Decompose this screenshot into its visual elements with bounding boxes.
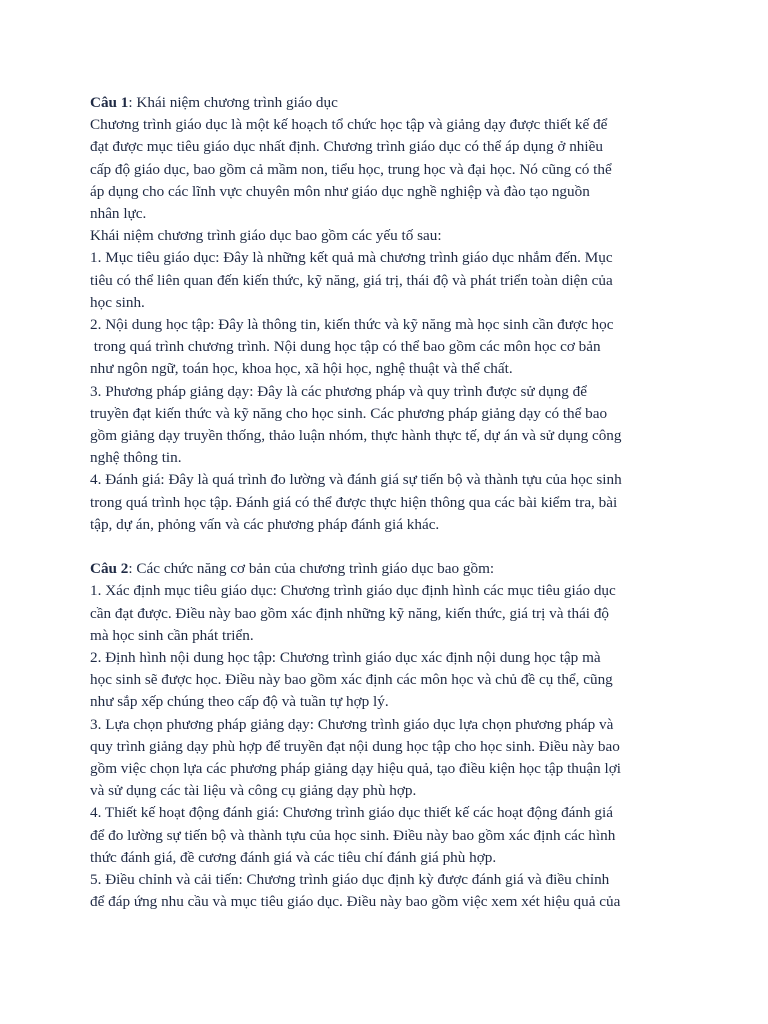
section1-heading [90, 92, 700, 114]
text-line: như sắp xếp chúng theo cấp độ và tuần tự hợp lý. [90, 693, 389, 711]
text-line: như ngôn ngữ, toán học, khoa học, xã hội học, nghệ thuật và thể chất. [90, 360, 513, 378]
section2-label: Câu 2 [90, 560, 129, 578]
section1-label: Câu 1 [90, 94, 129, 111]
text-line: cần đạt được. Điều này bao gồm xác định những kỹ năng, kiến thức, giá trị và thái độ [90, 604, 610, 622]
text-line: nghệ thông tin. [90, 449, 182, 467]
text-line: 3. Lựa chọn phương pháp giảng dạy: Chương trình giáo dục lựa chọn phương pháp và [90, 715, 614, 733]
text-line: đạt được mục tiêu giáo dục nhất định. Chương trình giáo dục có thể áp dụng ở nhiều [90, 138, 603, 156]
text-line: áp dụng cho các lĩnh vực chuyên môn như giáo dục nghề nghiệp và đào tạo nguồn [90, 182, 590, 200]
text-line: 1. Mục tiêu giáo dục: Đây là những kết quả mà chương trình giáo dục nhắm đến. Mục [90, 249, 613, 267]
section2-heading [90, 558, 700, 580]
section1-title: : Khái niệm chương trình giáo dục [128, 94, 338, 111]
text-line: và sử dụng các tài liệu và công cụ giảng dạy phù hợp. [90, 782, 417, 800]
text-line: thức đánh giá, đề cương đánh giá và các tiêu chí đánh giá phù hợp. [90, 848, 497, 866]
text-line: nhân lực. [90, 205, 147, 223]
section2-body [90, 580, 700, 913]
text-line: để đo lường sự tiến bộ và thành tựu của học sinh. Điều này bao gồm xác định các hình [90, 826, 616, 844]
section-spacer [90, 536, 700, 558]
text-line: mà học sinh cần phát triển. [90, 626, 254, 644]
text-line: trong quá trình chương trình. Nội dung học tập có thể bao gồm các môn học cơ bản [90, 338, 601, 356]
section2-title: : Các chức năng cơ bản của chương trình giáo dục bao gồm: [128, 560, 495, 578]
text-line: truyền đạt kiến thức và kỹ năng cho học sinh. Các phương pháp giảng dạy có thể bao [90, 404, 608, 422]
text-line: 3. Phương pháp giảng dạy: Đây là các phương pháp và quy trình được sử dụng để [90, 382, 587, 400]
text-line: cấp độ giáo dục, bao gồm cả mầm non, tiểu học, trung học và đại học. Nó cũng có thể [90, 160, 612, 178]
text-line: 4. Đánh giá: Đây là quá trình đo lường và đánh giá sự tiến bộ và thành tựu của học sinh [90, 471, 622, 489]
text-line: gồm giảng dạy truyền thống, thảo luận nhóm, thực hành thực tế, dự án và sử dụng công [90, 427, 622, 445]
text-line: trong quá trình học tập. Đánh giá có thể được thực hiện thông qua các bài kiểm tra, bài [90, 493, 618, 511]
text-line: gồm việc chọn lựa các phương pháp giảng dạy hiệu quả, tạo điều kiện học tập thuận lợi [90, 760, 622, 778]
text-line: Chương trình giáo dục là một kế hoạch tổ chức học tập và giảng dạy được thiết kế để [90, 116, 608, 134]
text-line: tiêu có thể liên quan đến kiến thức, kỹ năng, giá trị, thái độ và phát triển toàn diện của [90, 271, 613, 289]
text-line: 2. Nội dung học tập: Đây là thông tin, kiến thức và kỹ năng mà học sinh cần được học [90, 316, 614, 334]
section1-body [90, 114, 700, 536]
text-line: học sinh. [90, 293, 145, 311]
text-line: 5. Điều chỉnh và cải tiến: Chương trình giáo dục định kỳ được đánh giá và điều chỉnh [90, 871, 610, 889]
text-line: Khái niệm chương trình giáo dục bao gồm các yếu tố sau: [90, 227, 442, 245]
text-line: để đáp ứng nhu cầu và mục tiêu giáo dục. Điều này bao gồm việc xem xét hiệu quả của [90, 893, 621, 911]
text-line: tập, dự án, phỏng vấn và các phương pháp đánh giá khác. [90, 515, 440, 533]
text-line: 4. Thiết kế hoạt động đánh giá: Chương trình giáo dục thiết kế các hoạt động đánh giá [90, 804, 613, 822]
text-line: học sinh sẽ được học. Điều này bao gồm xác định các môn học và chủ đề cụ thể, cũng [90, 671, 613, 689]
document-page [90, 92, 700, 914]
text-line: 2. Định hình nội dung học tập: Chương trình giáo dục xác định nội dung học tập mà [90, 649, 601, 667]
text-line: 1. Xác định mục tiêu giáo dục: Chương trình giáo dục định hình các mục tiêu giáo dục [90, 582, 616, 600]
text-line: quy trình giảng dạy phù hợp để truyền đạt nội dung học tập cho học sinh. Điều này bao [90, 737, 620, 755]
